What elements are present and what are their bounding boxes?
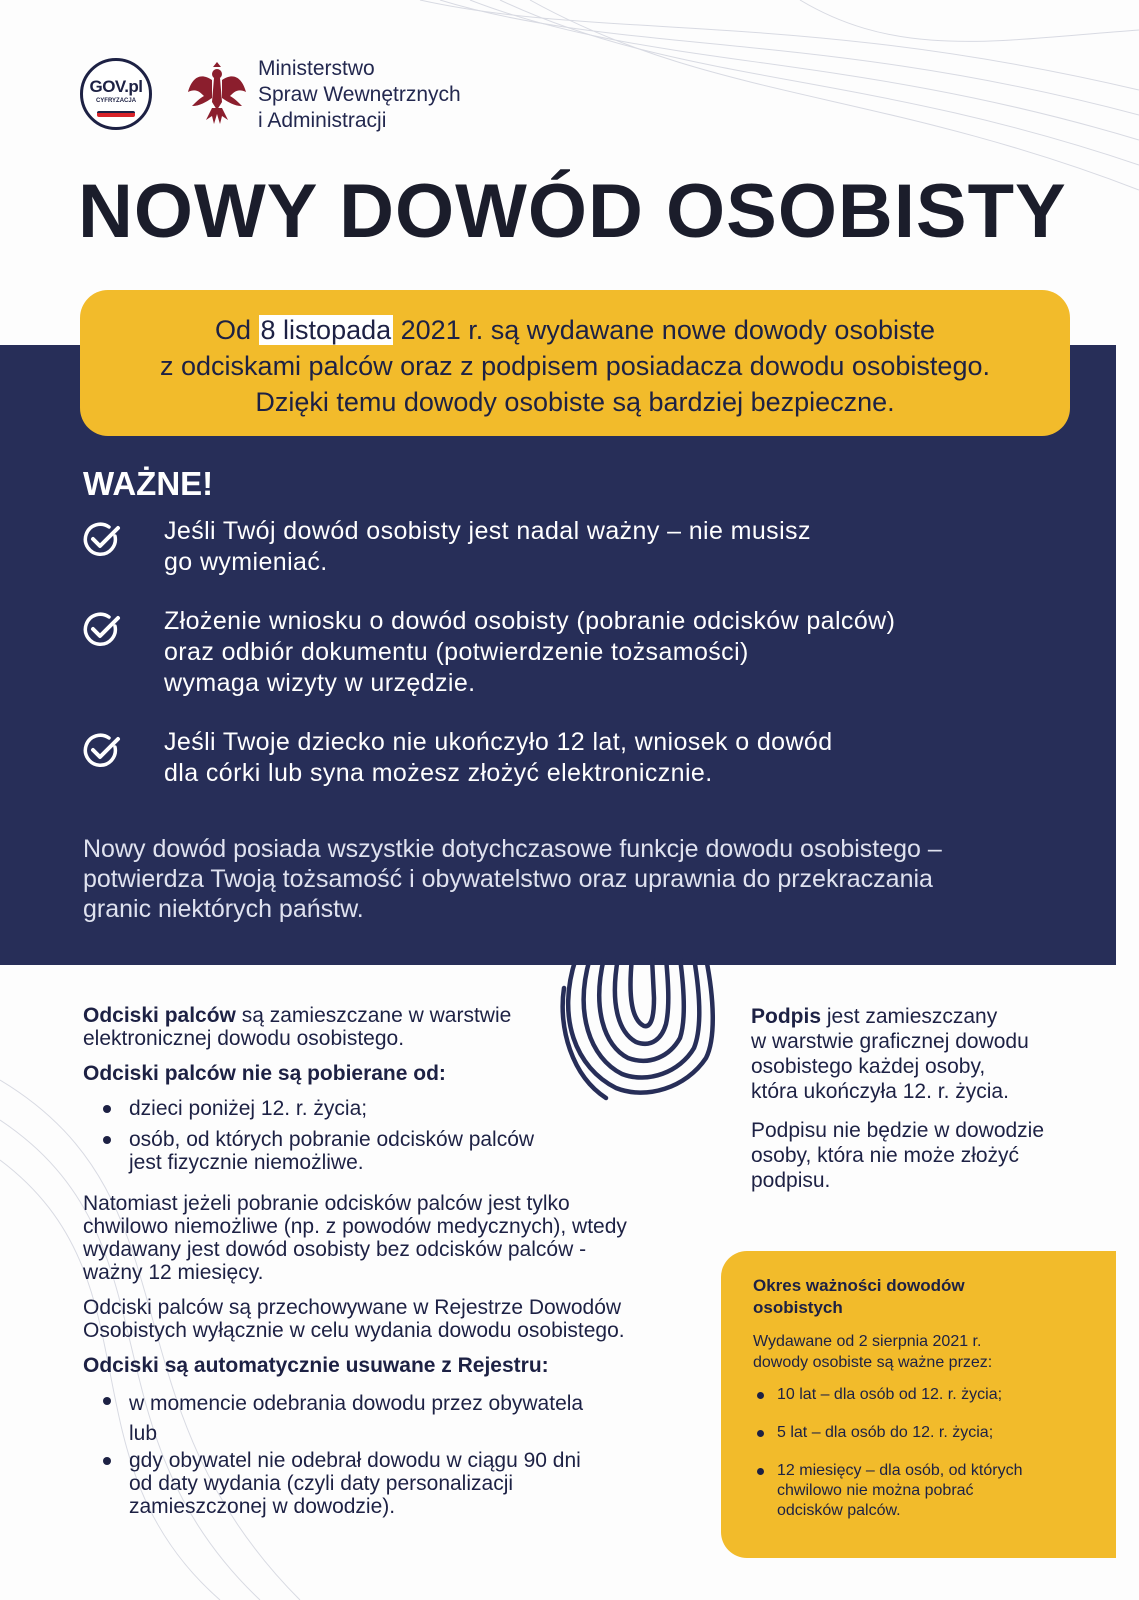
gov-logo-sub: CYFRYZACJA	[95, 98, 137, 104]
item-line: oraz odbiór dokumentu (potwierdzenie tożsamości)	[164, 638, 749, 666]
list-item-line: gdy obywatel nie odebrał dowodu w ciągu 90 dni	[129, 1449, 581, 1472]
list-item	[129, 1389, 688, 1449]
list-item-line: 5 lat – dla osób do 12. r. życia;	[777, 1424, 994, 1441]
signature-bold: Podpis	[751, 1005, 822, 1028]
ministry-line: Spraw Wewnętrznych	[258, 83, 461, 106]
check-circle-icon	[82, 731, 122, 771]
list-item	[777, 1385, 1096, 1405]
validity-intro	[753, 1331, 1096, 1373]
register-paragraph	[83, 1296, 688, 1342]
page-title: NOWY DOWÓD OSOBISTY	[78, 169, 1067, 254]
note-line: potwierdza Twoją tożsamość i obywatelstwo oraz uprawnia do przekraczania	[83, 865, 933, 893]
gov-logo-bar	[97, 111, 135, 117]
paragraph-line: Podpisu nie będzie w dowodzie	[751, 1119, 1045, 1142]
list-item-line: osób, od których pobranie odcisków palców	[129, 1128, 535, 1151]
intro-text: 2021 r. są wydawane nowe dowody osobiste	[393, 315, 935, 345]
list-item-line: w momencie odebrania dowodu przez obywatela	[129, 1392, 584, 1415]
list-item	[777, 1423, 1096, 1443]
intro-line-1	[80, 312, 1070, 348]
item-line: Złożenie wniosku o dowód osobisty (pobranie odcisków palców)	[164, 607, 896, 635]
list-item-line: dzieci poniżej 12. r. życia;	[129, 1097, 368, 1120]
not-taken-heading: Odciski palców nie są pobierane od:	[83, 1062, 446, 1085]
gov-logo-text: GOV.pl	[89, 77, 143, 96]
intro-box	[80, 290, 1070, 436]
paragraph-line: Odciski palców są przechowywane w Rejestrze Dowodów	[83, 1296, 622, 1319]
check-circle-icon	[82, 520, 122, 560]
paragraph-line: wydawany jest dowód osobisty bez odcisków palców -	[83, 1238, 587, 1261]
gov-pl-logo	[80, 58, 152, 130]
note-line: Nowy dowód posiada wszystkie dotychczasowe funkcje dowodu osobistego –	[83, 835, 942, 863]
intro-text: Od	[215, 315, 259, 345]
note-line: granic niektórych państw.	[83, 895, 364, 923]
ministry-line: Ministerstwo	[258, 57, 375, 80]
list-item	[129, 1449, 688, 1518]
signature-line	[751, 1004, 1086, 1029]
intro-line: Wydawane od 2 sierpnia 2021 r.	[753, 1333, 982, 1350]
eagle-emblem-icon	[186, 58, 248, 128]
intro-rest: są zamieszczane w warstwie	[235, 1004, 512, 1027]
list-item-line: lub	[129, 1422, 158, 1445]
title-line: Okres ważności dowodów	[753, 1276, 965, 1295]
check-circle-icon	[82, 610, 122, 650]
paragraph-line: osoby, która nie może złożyć	[751, 1144, 1020, 1167]
intro-line-3: Dzięki temu dowody osobiste są bardziej bezpieczne.	[255, 387, 895, 417]
list-item-line: jest fizycznie niemożliwe.	[129, 1151, 364, 1174]
paragraph-line: ważny 12 miesięcy.	[83, 1261, 264, 1284]
signature-line: w warstwie graficznej dowodu	[751, 1030, 1029, 1053]
not-taken-list	[83, 1097, 688, 1174]
no-signature-paragraph	[751, 1118, 1086, 1193]
list-item-line: 10 lat – dla osób od 12. r. życia;	[777, 1386, 1003, 1403]
signature-rest: jest zamieszczany	[821, 1005, 998, 1028]
temporary-paragraph	[83, 1192, 688, 1284]
fingerprints-intro	[83, 1004, 688, 1027]
ministry-name	[258, 56, 461, 134]
title-line: osobistych	[753, 1298, 843, 1317]
paragraph-line: podpisu.	[751, 1169, 831, 1192]
intro-line-2: z odciskami palców oraz z podpisem posiadacza dowodu osobistego.	[160, 351, 990, 381]
validity-title	[753, 1275, 1096, 1319]
fingerprints-info	[83, 1004, 688, 1518]
fingerprints-bold: Odciski palców	[83, 1004, 236, 1027]
item-line: dla córki lub syna możesz złożyć elektronicznie.	[164, 759, 713, 787]
list-item-line: od daty wydania (czyli daty personalizacji	[129, 1472, 514, 1495]
item-line: Jeśli Twój dowód osobisty jest nadal ważny – nie musisz	[164, 517, 811, 545]
highlighted-date: 8 listopada	[260, 315, 392, 345]
signature-info	[751, 1004, 1086, 1193]
paragraph-line: Natomiast jeżeli pobranie odcisków palców jest tylko	[83, 1192, 570, 1215]
list-item	[129, 1097, 688, 1120]
fingerprints-intro-line: elektronicznej dowodu osobistego.	[83, 1027, 405, 1050]
functions-note	[83, 834, 1073, 924]
validity-box	[721, 1251, 1116, 1558]
list-item-line: odcisków palców.	[777, 1502, 901, 1519]
item-line: Jeśli Twoje dziecko nie ukończyło 12 lat, wniosek o dowód	[164, 728, 833, 756]
list-item-line: 12 miesięcy – dla osób, od których	[777, 1462, 1023, 1479]
signature-line: która ukończyła 12. r. życia.	[751, 1080, 1009, 1103]
signature-line: osobistego każdej osoby,	[751, 1055, 986, 1078]
paragraph-line: Osobistych wyłącznie w celu wydania dowodu osobistego.	[83, 1319, 625, 1342]
list-item-line: chwilowo nie można pobrać	[777, 1482, 974, 1499]
removed-heading: Odciski są automatycznie usuwane z Rejestru:	[83, 1354, 549, 1377]
list-item	[777, 1461, 1096, 1521]
item-line: go wymieniać.	[164, 548, 328, 576]
ministry-line: i Administracji	[258, 109, 387, 132]
list-item	[129, 1128, 688, 1174]
important-heading: WAŻNE!	[83, 465, 214, 502]
validity-list	[753, 1385, 1096, 1521]
removed-list	[83, 1389, 688, 1518]
paragraph-line: chwilowo niemożliwe (np. z powodów medycznych), wtedy	[83, 1215, 627, 1238]
intro-line: dowody osobiste są ważne przez:	[753, 1354, 993, 1371]
item-line: wymaga wizyty w urzędzie.	[164, 669, 476, 697]
list-item-line: zamieszczonej w dowodzie).	[129, 1495, 396, 1518]
